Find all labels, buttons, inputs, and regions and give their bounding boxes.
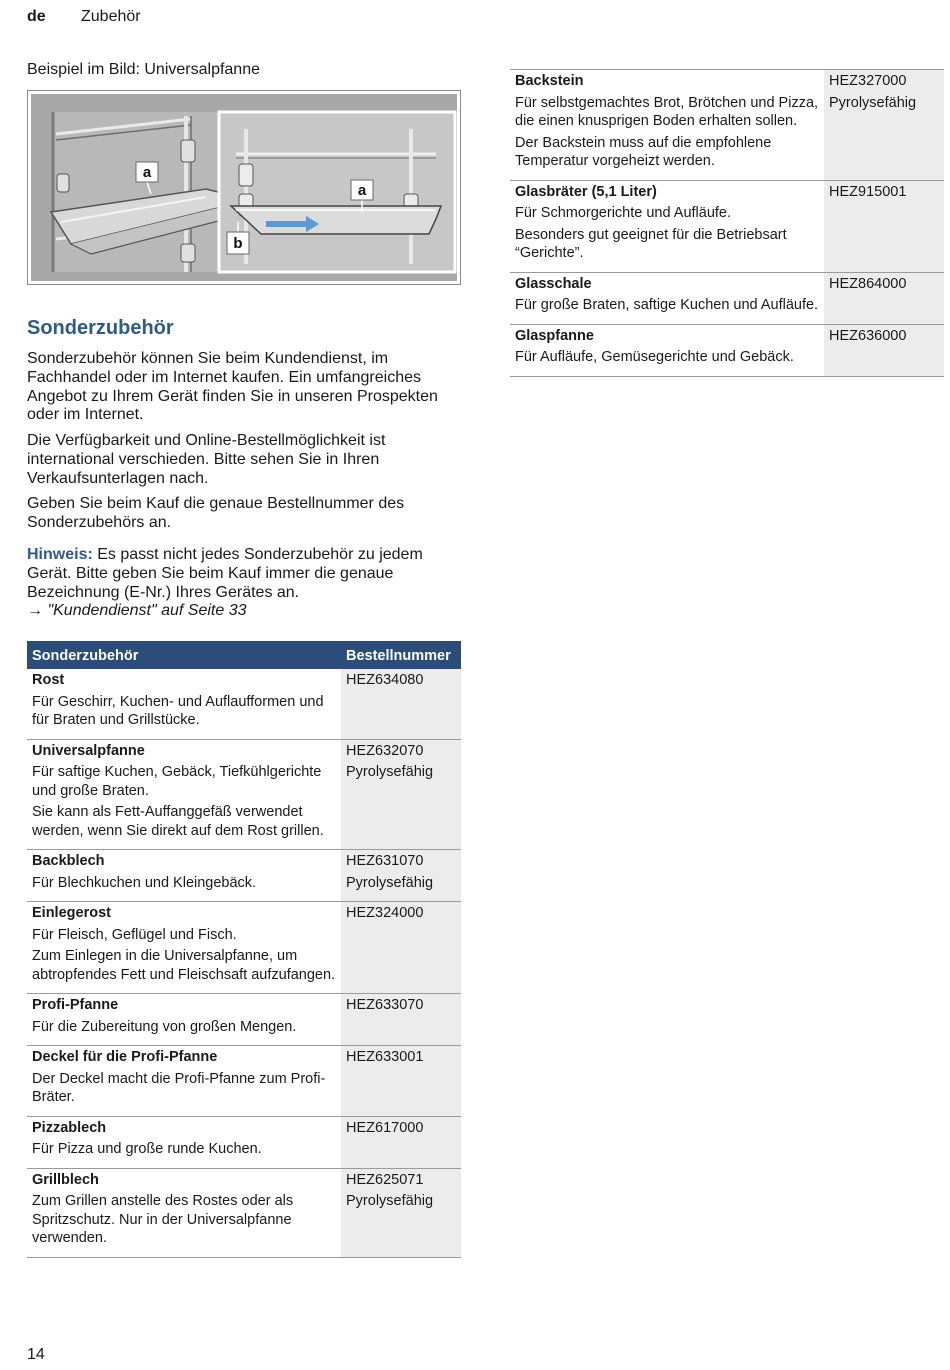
callout-a-right: a xyxy=(357,182,367,199)
order-number: HEZ634080 xyxy=(346,672,424,688)
accessory-name: Profi-Pfanne xyxy=(32,997,119,1013)
accessory-cell xyxy=(27,994,341,1046)
callout-b: b xyxy=(233,235,243,252)
pyrolysis-note: Pyrolysefähig xyxy=(829,94,917,111)
accessory-description: Für selbstgemachtes Brot, Brötchen und Pizza, die einen knusprigen Boden erhalten sollen. xyxy=(515,94,819,129)
order-number-cell xyxy=(824,324,944,376)
accessory-description: Für Schmorgerichte und Aufläufe. xyxy=(515,205,732,221)
accessory-name: Backstein xyxy=(515,73,584,89)
arrow-icon: → xyxy=(27,602,43,620)
table-row xyxy=(510,70,944,181)
accessory-cell xyxy=(27,739,341,850)
accessory-description: Für Pizza und große runde Kuchen. xyxy=(32,1141,262,1157)
order-number-cell xyxy=(824,180,944,272)
accessory-name: Deckel für die Profi-Pfanne xyxy=(32,1049,218,1065)
table-row xyxy=(27,850,461,902)
pyrolysis-note: Pyrolysefähig xyxy=(346,764,434,780)
table-row xyxy=(27,669,461,739)
order-number: HEZ631070 xyxy=(346,853,424,869)
table-row xyxy=(27,1116,461,1168)
order-number-cell xyxy=(824,272,944,324)
order-number: HEZ633070 xyxy=(346,997,424,1013)
order-number-cell xyxy=(341,669,461,739)
table-row xyxy=(27,1046,461,1117)
accessory-cell xyxy=(27,902,341,994)
accessory-cell xyxy=(27,1046,341,1117)
accessory-cell xyxy=(27,1116,341,1168)
accessory-name: Grillblech xyxy=(32,1171,99,1188)
accessory-name: Backblech xyxy=(32,853,105,869)
accessory-description: Für Blechkuchen und Kleingebäck. xyxy=(32,874,257,891)
order-number-cell xyxy=(341,850,461,902)
hint-paragraph xyxy=(27,546,461,621)
table-row xyxy=(27,902,461,994)
accessory-cell xyxy=(27,1168,341,1257)
intro-paragraph-3: Geben Sie beim Kauf die genaue Bestellnummer des Sonderzubehörs an. xyxy=(27,495,405,531)
accessory-description: Für die Zubereitung von großen Mengen. xyxy=(32,1018,297,1035)
accessory-description: Der Deckel macht die Profi-Pfanne zum Profi-Bräter. xyxy=(32,1070,326,1105)
order-number: HEZ864000 xyxy=(829,275,907,292)
order-number: HEZ632070 xyxy=(346,742,424,759)
order-number-cell xyxy=(341,902,461,994)
accessory-description: Für Aufläufe, Gemüsegerichte und Gebäck. xyxy=(515,349,794,365)
accessory-name: Glasbräter (5,1 Liter) xyxy=(515,183,657,200)
table-row xyxy=(510,180,944,272)
accessory-description: Zum Grillen anstelle des Rostes oder als Spritzschutz. Nur in der Universalpfanne verwenden. xyxy=(32,1193,294,1246)
accessory-name: Universalpfanne xyxy=(32,742,145,759)
order-number: HEZ636000 xyxy=(829,327,907,344)
order-number-cell xyxy=(341,994,461,1046)
accessories-table-right xyxy=(510,69,944,377)
service-page-link[interactable]: "Kundendienst" auf Seite 33 xyxy=(43,602,247,620)
column-header-order-number: Bestellnummer xyxy=(341,641,461,669)
accessory-description: Sie kann als Fett-Auffanggefäß verwendet werden, wenn Sie direkt auf dem Rost grillen. xyxy=(32,804,324,839)
order-number: HEZ633001 xyxy=(346,1049,424,1065)
accessory-description: Für große Braten, saftige Kuchen und Aufläufe. xyxy=(515,297,819,313)
order-number: HEZ915001 xyxy=(829,183,907,200)
accessory-description: Der Backstein muss auf die empfohlene Temperatur vorgeheizt werden. xyxy=(515,134,772,169)
language-code: de xyxy=(27,8,46,25)
accessory-name: Einlegerost xyxy=(32,905,111,921)
table-row xyxy=(27,994,461,1046)
table-row xyxy=(510,324,944,376)
pyrolysis-note: Pyrolysefähig xyxy=(346,1193,434,1209)
accessory-description: Für Fleisch, Geflügel und Fisch. xyxy=(32,926,237,943)
table-row xyxy=(27,739,461,850)
optional-accessories-heading: Sonderzubehör xyxy=(27,317,174,339)
order-number-cell xyxy=(341,1116,461,1168)
table-row xyxy=(510,272,944,324)
accessory-cell xyxy=(27,669,341,739)
accessory-cell xyxy=(27,850,341,902)
pyrolysis-note: Pyrolysefähig xyxy=(346,874,434,891)
figure-caption: Beispiel im Bild: Universalpfanne xyxy=(27,61,260,78)
order-number: HEZ625071 xyxy=(346,1171,424,1188)
accessory-name: Glaspfanne xyxy=(515,327,594,344)
accessory-description: Zum Einlegen in die Universalpfanne, um abtropfendes Fett und Fleischsaft aufzufangen. xyxy=(32,948,336,983)
accessory-cell xyxy=(510,272,824,324)
order-number-cell xyxy=(341,739,461,850)
section-title: Zubehör xyxy=(81,8,141,25)
hint-text: Es passt nicht jedes Sonderzubehör zu jedem Gerät. Bitte geben Sie beim Kauf immer die genaue Bezeichnung (E-Nr.) Ihres Gerätes an. xyxy=(27,546,423,601)
accessory-cell xyxy=(510,180,824,272)
accessory-cell xyxy=(510,324,824,376)
accessory-description: Für saftige Kuchen, Gebäck, Tiefkühlgerichte und große Braten. xyxy=(32,764,322,799)
intro-paragraph-2: Die Verfügbarkeit und Online-Bestellmöglichkeit ist international verschieden. Bitte sehen Sie in Ihren Verkaufsunterlagen nach. xyxy=(27,432,386,487)
accessory-cell xyxy=(510,70,824,181)
order-number-cell xyxy=(341,1046,461,1117)
page-number: 14 xyxy=(27,1346,45,1363)
accessories-table-left xyxy=(27,641,461,1258)
table-row xyxy=(27,1168,461,1257)
accessory-name: Glasschale xyxy=(515,275,592,292)
order-number: HEZ327000 xyxy=(829,73,907,89)
hint-label: Hinweis: xyxy=(27,546,93,563)
column-header-accessory: Sonderzubehör xyxy=(27,641,341,669)
accessory-name: Rost xyxy=(32,672,65,688)
order-number-cell xyxy=(824,70,944,181)
order-number-cell xyxy=(341,1168,461,1257)
oven-illustration xyxy=(31,94,457,281)
intro-paragraph-1: Sonderzubehör können Sie beim Kundendienst, im Fachhandel oder im Internet kaufen. Ein umfangreiches Angebot zu Ihrem Gerät finden Sie in unseren Prospekten oder im Internet. xyxy=(27,350,438,424)
order-number: HEZ617000 xyxy=(346,1119,424,1136)
accessory-name: Pizzablech xyxy=(32,1119,107,1136)
accessory-description: Besonders gut geeignet für die Betriebsart “Gerichte”. xyxy=(515,226,787,261)
universal-pan-figure xyxy=(27,90,461,285)
accessory-description: Für Geschirr, Kuchen- und Auflaufformen und für Braten und Grillstücke. xyxy=(32,693,324,728)
callout-a-left: a xyxy=(142,164,152,181)
order-number: HEZ324000 xyxy=(346,905,424,921)
